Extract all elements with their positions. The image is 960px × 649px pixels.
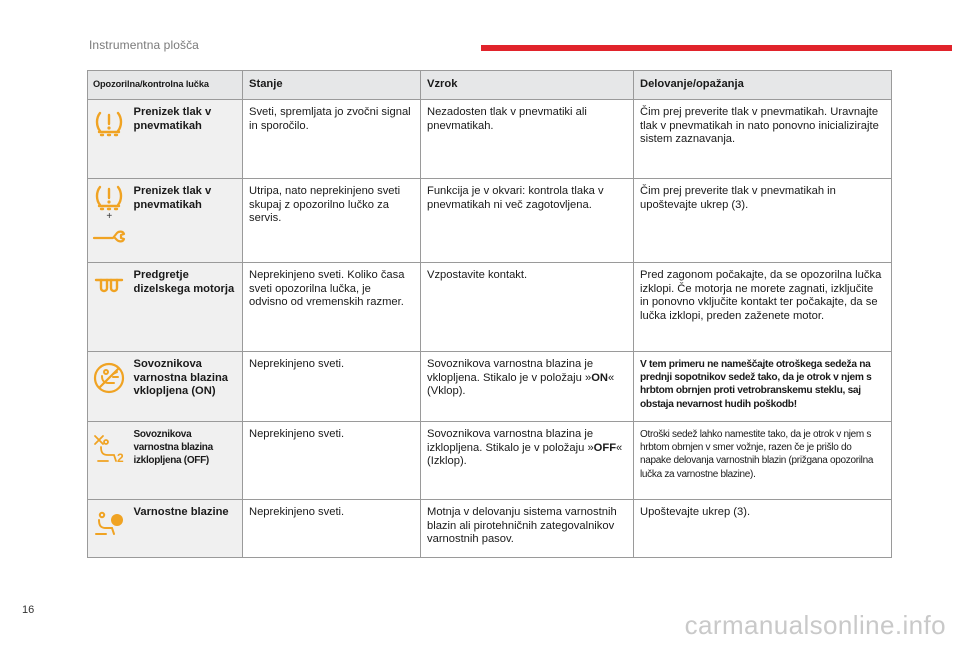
passenger-airbag-on-icon bbox=[93, 362, 125, 394]
action-cell: Pred zagonom počakajte, da se opozorilna lučka izklopi. Če motorja ne morete zagnati, izključite in ponovno vključite kontakt ter počakajte, da se lučka izklopi, preden zaženete motor. bbox=[634, 263, 892, 352]
state-cell: Neprekinjeno sveti. Koliko časa sveti opozorilna lučka, je odvisno od vremenskih razmer. bbox=[243, 263, 421, 352]
action-cell: Čim prej preverite tlak v pnevmatikah. Uravnajte tlak v pnevmatikah in nato ponovno inicializirajte sistem zaznavanja. bbox=[634, 100, 892, 179]
column-header-state: Stanje bbox=[243, 71, 421, 100]
cause-text: Sovoznikova varnostna blazina je vklopljena. Stikalo je v položaju » bbox=[427, 358, 594, 384]
cause-cell: Vzpostavite kontakt. bbox=[421, 263, 634, 352]
warning-light-name: Prenizek tlak v pnevmatikah bbox=[131, 179, 243, 263]
column-header-cause: Vzrok bbox=[421, 71, 634, 100]
airbag-icon bbox=[93, 510, 125, 536]
cause-cell: Motnja v delovanju sistema varnostnih blazin ali pirotehničnih zategovalnikov varnostnih pasov. bbox=[421, 500, 634, 558]
action-cell: Otroški sedež lahko namestite tako, da je otrok v njem s hrbtom obrnjen v smer vožnje, razen če je prišlo do napake delovanja varnostnih blazin (prižgana opozorilna lučka za varnostne blazine). bbox=[640, 429, 874, 480]
warning-light-name: Sovoznikova varnostna blazina vklopljena (ON) bbox=[131, 352, 243, 422]
header-accent-bar bbox=[481, 45, 952, 51]
cause-text-end: « (Vklop). bbox=[427, 371, 615, 398]
service-wrench-icon bbox=[91, 223, 127, 243]
table-row bbox=[88, 179, 892, 263]
action-cell: Upoštevajte ukrep (3). bbox=[634, 500, 892, 558]
state-cell: Sveti, spremljata jo zvočni signal in sporočilo. bbox=[243, 100, 421, 179]
cause-text: Sovoznikova varnostna blazina je izklopljena. Stikalo je v položaju » bbox=[427, 428, 594, 454]
column-header-action: Delovanje/opažanja bbox=[634, 71, 892, 100]
tire-pressure-icon bbox=[94, 110, 124, 138]
tire-pressure-icon bbox=[94, 185, 124, 211]
cause-cell: Funkcija je v okvari: kontrola tlaka v pnevmatikah ni več zagotovljena. bbox=[421, 179, 634, 263]
page-number: 16 bbox=[22, 604, 35, 616]
watermark: carmanualsonline.info bbox=[684, 610, 946, 640]
section-title: Instrumentna plošča bbox=[89, 38, 199, 52]
cause-switch-position: ON bbox=[591, 371, 608, 384]
table-row bbox=[88, 100, 892, 179]
cause-switch-position: OFF bbox=[593, 441, 617, 454]
state-cell: Neprekinjeno sveti. bbox=[243, 500, 421, 558]
cause-text-end: « (Izklop). bbox=[427, 441, 623, 468]
cause-cell bbox=[421, 352, 634, 422]
plus-sign: + bbox=[106, 211, 113, 222]
table-header-row bbox=[88, 71, 892, 100]
table-row bbox=[88, 352, 892, 422]
table-row bbox=[88, 422, 892, 500]
table-row bbox=[88, 500, 892, 558]
cause-cell bbox=[421, 422, 634, 500]
state-cell: Neprekinjeno sveti. bbox=[243, 422, 421, 500]
cause-cell: Nezadosten tlak v pnevmatiki ali pnevmatikah. bbox=[421, 100, 634, 179]
warning-light-name: Prenizek tlak v pnevmatikah bbox=[131, 100, 243, 179]
warning-light-name: Predgretje dizelskega motorja bbox=[131, 263, 243, 352]
action-cell: V tem primeru ne nameščajte otroškega sedeža na prednji sopotnikov sedež tako, da je otrok v njem s hrbtom obrnjen proti vetrobranskemu steklu, saj obstaja nevarnost hudih poškodb! bbox=[640, 359, 872, 410]
warning-lights-table bbox=[87, 70, 892, 558]
passenger-airbag-off-icon bbox=[92, 434, 126, 464]
glow-plug-icon bbox=[94, 275, 124, 295]
state-cell: Utripa, nato neprekinjeno sveti skupaj z opozorilno lučko za servis. bbox=[243, 179, 421, 263]
svg-text:2: 2 bbox=[117, 451, 124, 464]
column-header-warning-light: Opozorilna/kontrolna lučka bbox=[88, 71, 243, 100]
action-cell: Čim prej preverite tlak v pnevmatikah in upoštevajte ukrep (3). bbox=[634, 179, 892, 263]
warning-light-name: Varnostne blazine bbox=[131, 500, 243, 558]
warning-light-name: Sovoznikova varnostna blazina izklopljena (OFF) bbox=[133, 429, 213, 466]
table-row bbox=[88, 263, 892, 352]
state-cell: Neprekinjeno sveti. bbox=[243, 352, 421, 422]
